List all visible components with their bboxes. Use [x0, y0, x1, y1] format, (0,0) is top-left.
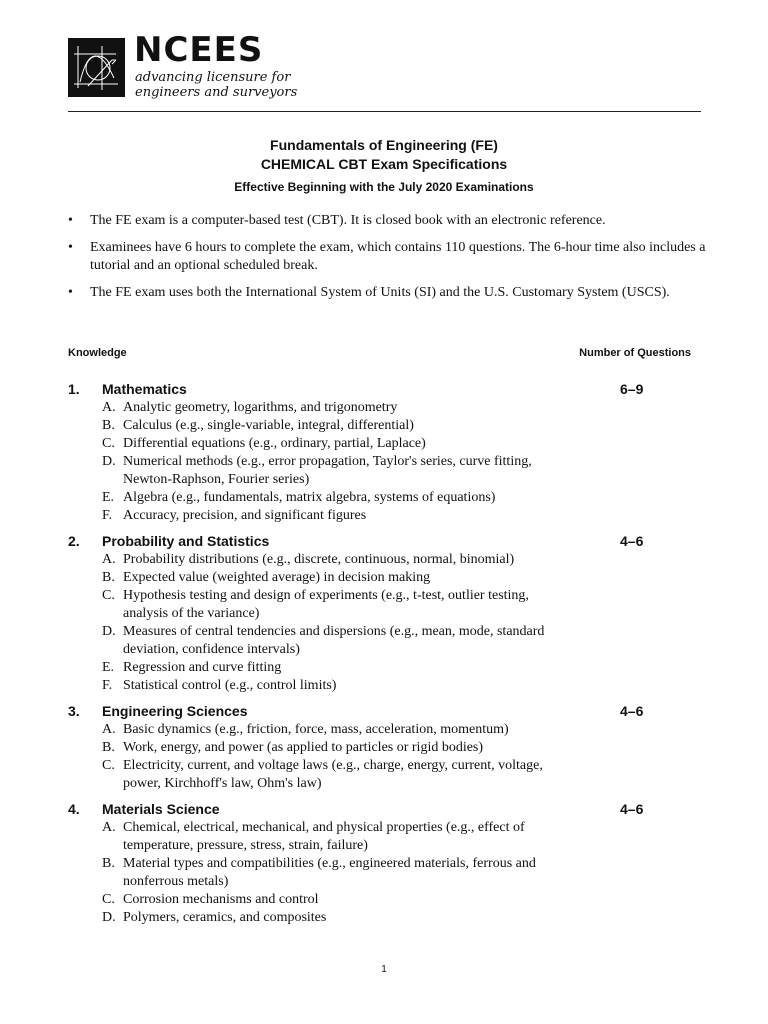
bullet-text: Examinees have 6 hours to complete the exam, which contains 110 questions. The 6-hour time also includes a tutorial and an optional scheduled break. [90, 240, 706, 273]
section-header [68, 800, 698, 819]
topic-letter: E. [102, 490, 115, 505]
topic-text: Polymers, ceramics, and composites [123, 910, 327, 925]
topic-text: Algebra (e.g., fundamentals, matrix algebra, systems of equations) [123, 490, 496, 505]
section-header [68, 532, 698, 551]
section-question-count: 6–9 [620, 381, 644, 397]
section-question-count: 4–6 [620, 533, 644, 549]
topic-item [102, 453, 568, 489]
topic-letter: D. [102, 624, 116, 639]
bullet-text: The FE exam is a computer-based test (CBT). It is closed book with an electronic reference. [90, 213, 606, 228]
topic-text: Electricity, current, and voltage laws (e.g., charge, energy, current, voltage, power, Kirchhoff's law, Ohm's law) [123, 758, 543, 791]
bullet-text: The FE exam uses both the International System of Units (SI) and the U.S. Customary System (USCS). [90, 285, 670, 300]
topic-item [102, 489, 568, 507]
topic-letter: F. [102, 678, 113, 693]
topic-text: Probability distributions (e.g., discrete, continuous, normal, binomial) [123, 552, 515, 567]
section-probability-statistics [68, 532, 698, 695]
topic-text: Accuracy, precision, and significant figures [123, 508, 367, 523]
bullet-item [68, 239, 708, 275]
topic-item [102, 569, 568, 587]
topic-letter: C. [102, 436, 115, 451]
section-title: Materials Science [102, 801, 220, 817]
effective-date: Effective Beginning with the July 2020 Examinations [234, 180, 534, 194]
topic-text: Regression and curve fitting [123, 660, 282, 675]
topic-text: Statistical control (e.g., control limits) [123, 678, 337, 693]
topic-text: Analytic geometry, logarithms, and trigonometry [123, 400, 398, 415]
bullet-icon: • [68, 240, 73, 255]
topic-letter: F. [102, 508, 113, 523]
section-title: Mathematics [102, 381, 187, 397]
page-number: 1 [381, 964, 387, 975]
ncees-logo-icon [68, 38, 125, 97]
document-title: Fundamentals of Engineering (FE) [270, 137, 498, 153]
topic-list [68, 819, 698, 927]
topic-letter: B. [102, 418, 115, 433]
bullet-item [68, 212, 708, 230]
bullet-item [68, 284, 708, 302]
header-divider [68, 111, 701, 112]
section-number: 4. [68, 801, 80, 817]
section-number: 3. [68, 703, 80, 719]
topic-letter: D. [102, 454, 116, 469]
topic-letter: B. [102, 856, 115, 871]
exam-info-list [68, 212, 708, 311]
section-header [68, 380, 698, 399]
topic-text: Differential equations (e.g., ordinary, partial, Laplace) [123, 436, 426, 451]
topic-letter: A. [102, 820, 116, 835]
topic-item [102, 909, 568, 927]
topic-item [102, 623, 568, 659]
topic-list [68, 551, 698, 695]
topic-letter: B. [102, 740, 115, 755]
topic-text: Chemical, electrical, mechanical, and physical properties (e.g., effect of temperature, pressure, stress, strain, failure) [123, 820, 525, 853]
topic-item [102, 417, 568, 435]
topic-list [68, 721, 698, 793]
topic-letter: E. [102, 660, 115, 675]
topic-item [102, 677, 568, 695]
section-number: 1. [68, 381, 80, 397]
topic-letter: C. [102, 758, 115, 773]
topic-item [102, 855, 568, 891]
brand-tagline-line-1: advancing licensure for [135, 70, 291, 85]
topic-text: Basic dynamics (e.g., friction, force, mass, acceleration, momentum) [123, 722, 509, 737]
section-materials-science [68, 800, 698, 927]
brand-name: NCEES [134, 30, 264, 70]
topic-text: Measures of central tendencies and dispersions (e.g., mean, mode, standard deviation, confidence intervals) [123, 624, 545, 657]
topic-item [102, 739, 568, 757]
topic-text: Numerical methods (e.g., error propagation, Taylor's series, curve fitting, Newton-Raphson, Fourier series) [123, 454, 532, 487]
bullet-icon: • [68, 285, 73, 300]
section-question-count: 4–6 [620, 801, 644, 817]
section-question-count: 4–6 [620, 703, 644, 719]
topic-item [102, 587, 568, 623]
topic-text: Expected value (weighted average) in decision making [123, 570, 431, 585]
questions-column-header: Number of Questions [579, 347, 691, 359]
topic-letter: A. [102, 552, 116, 567]
knowledge-sections [68, 380, 698, 934]
brand-tagline-line-2: engineers and surveyors [135, 85, 298, 100]
topic-letter: D. [102, 910, 116, 925]
topic-text: Corrosion mechanisms and control [123, 892, 319, 907]
topic-item [102, 757, 568, 793]
topic-letter: A. [102, 400, 116, 415]
section-mathematics [68, 380, 698, 525]
document-subtitle: CHEMICAL CBT Exam Specifications [260, 156, 508, 172]
section-title: Probability and Statistics [102, 533, 270, 549]
section-title: Engineering Sciences [102, 703, 248, 719]
topic-item [102, 551, 568, 569]
knowledge-column-header: Knowledge [68, 347, 127, 359]
topic-item [102, 891, 568, 909]
topic-item [102, 659, 568, 677]
topic-text: Work, energy, and power (as applied to particles or rigid bodies) [123, 740, 484, 755]
topic-item [102, 507, 568, 525]
topic-letter: C. [102, 892, 115, 907]
section-engineering-sciences [68, 702, 698, 793]
topic-letter: C. [102, 588, 115, 603]
topic-item [102, 819, 568, 855]
brand-tagline [135, 70, 297, 100]
topic-text: Calculus (e.g., single-variable, integral, differential) [123, 418, 414, 433]
section-number: 2. [68, 533, 80, 549]
section-header [68, 702, 698, 721]
bullet-icon: • [68, 213, 73, 228]
topic-item [102, 721, 568, 739]
topic-item [102, 435, 568, 453]
topic-list [68, 399, 698, 525]
topic-item [102, 399, 568, 417]
topic-letter: B. [102, 570, 115, 585]
topic-text: Material types and compatibilities (e.g., engineered materials, ferrous and nonferrous metals) [123, 856, 536, 889]
topic-text: Hypothesis testing and design of experiments (e.g., t-test, outlier testing, analysis of the variance) [123, 588, 529, 621]
topic-letter: A. [102, 722, 116, 737]
